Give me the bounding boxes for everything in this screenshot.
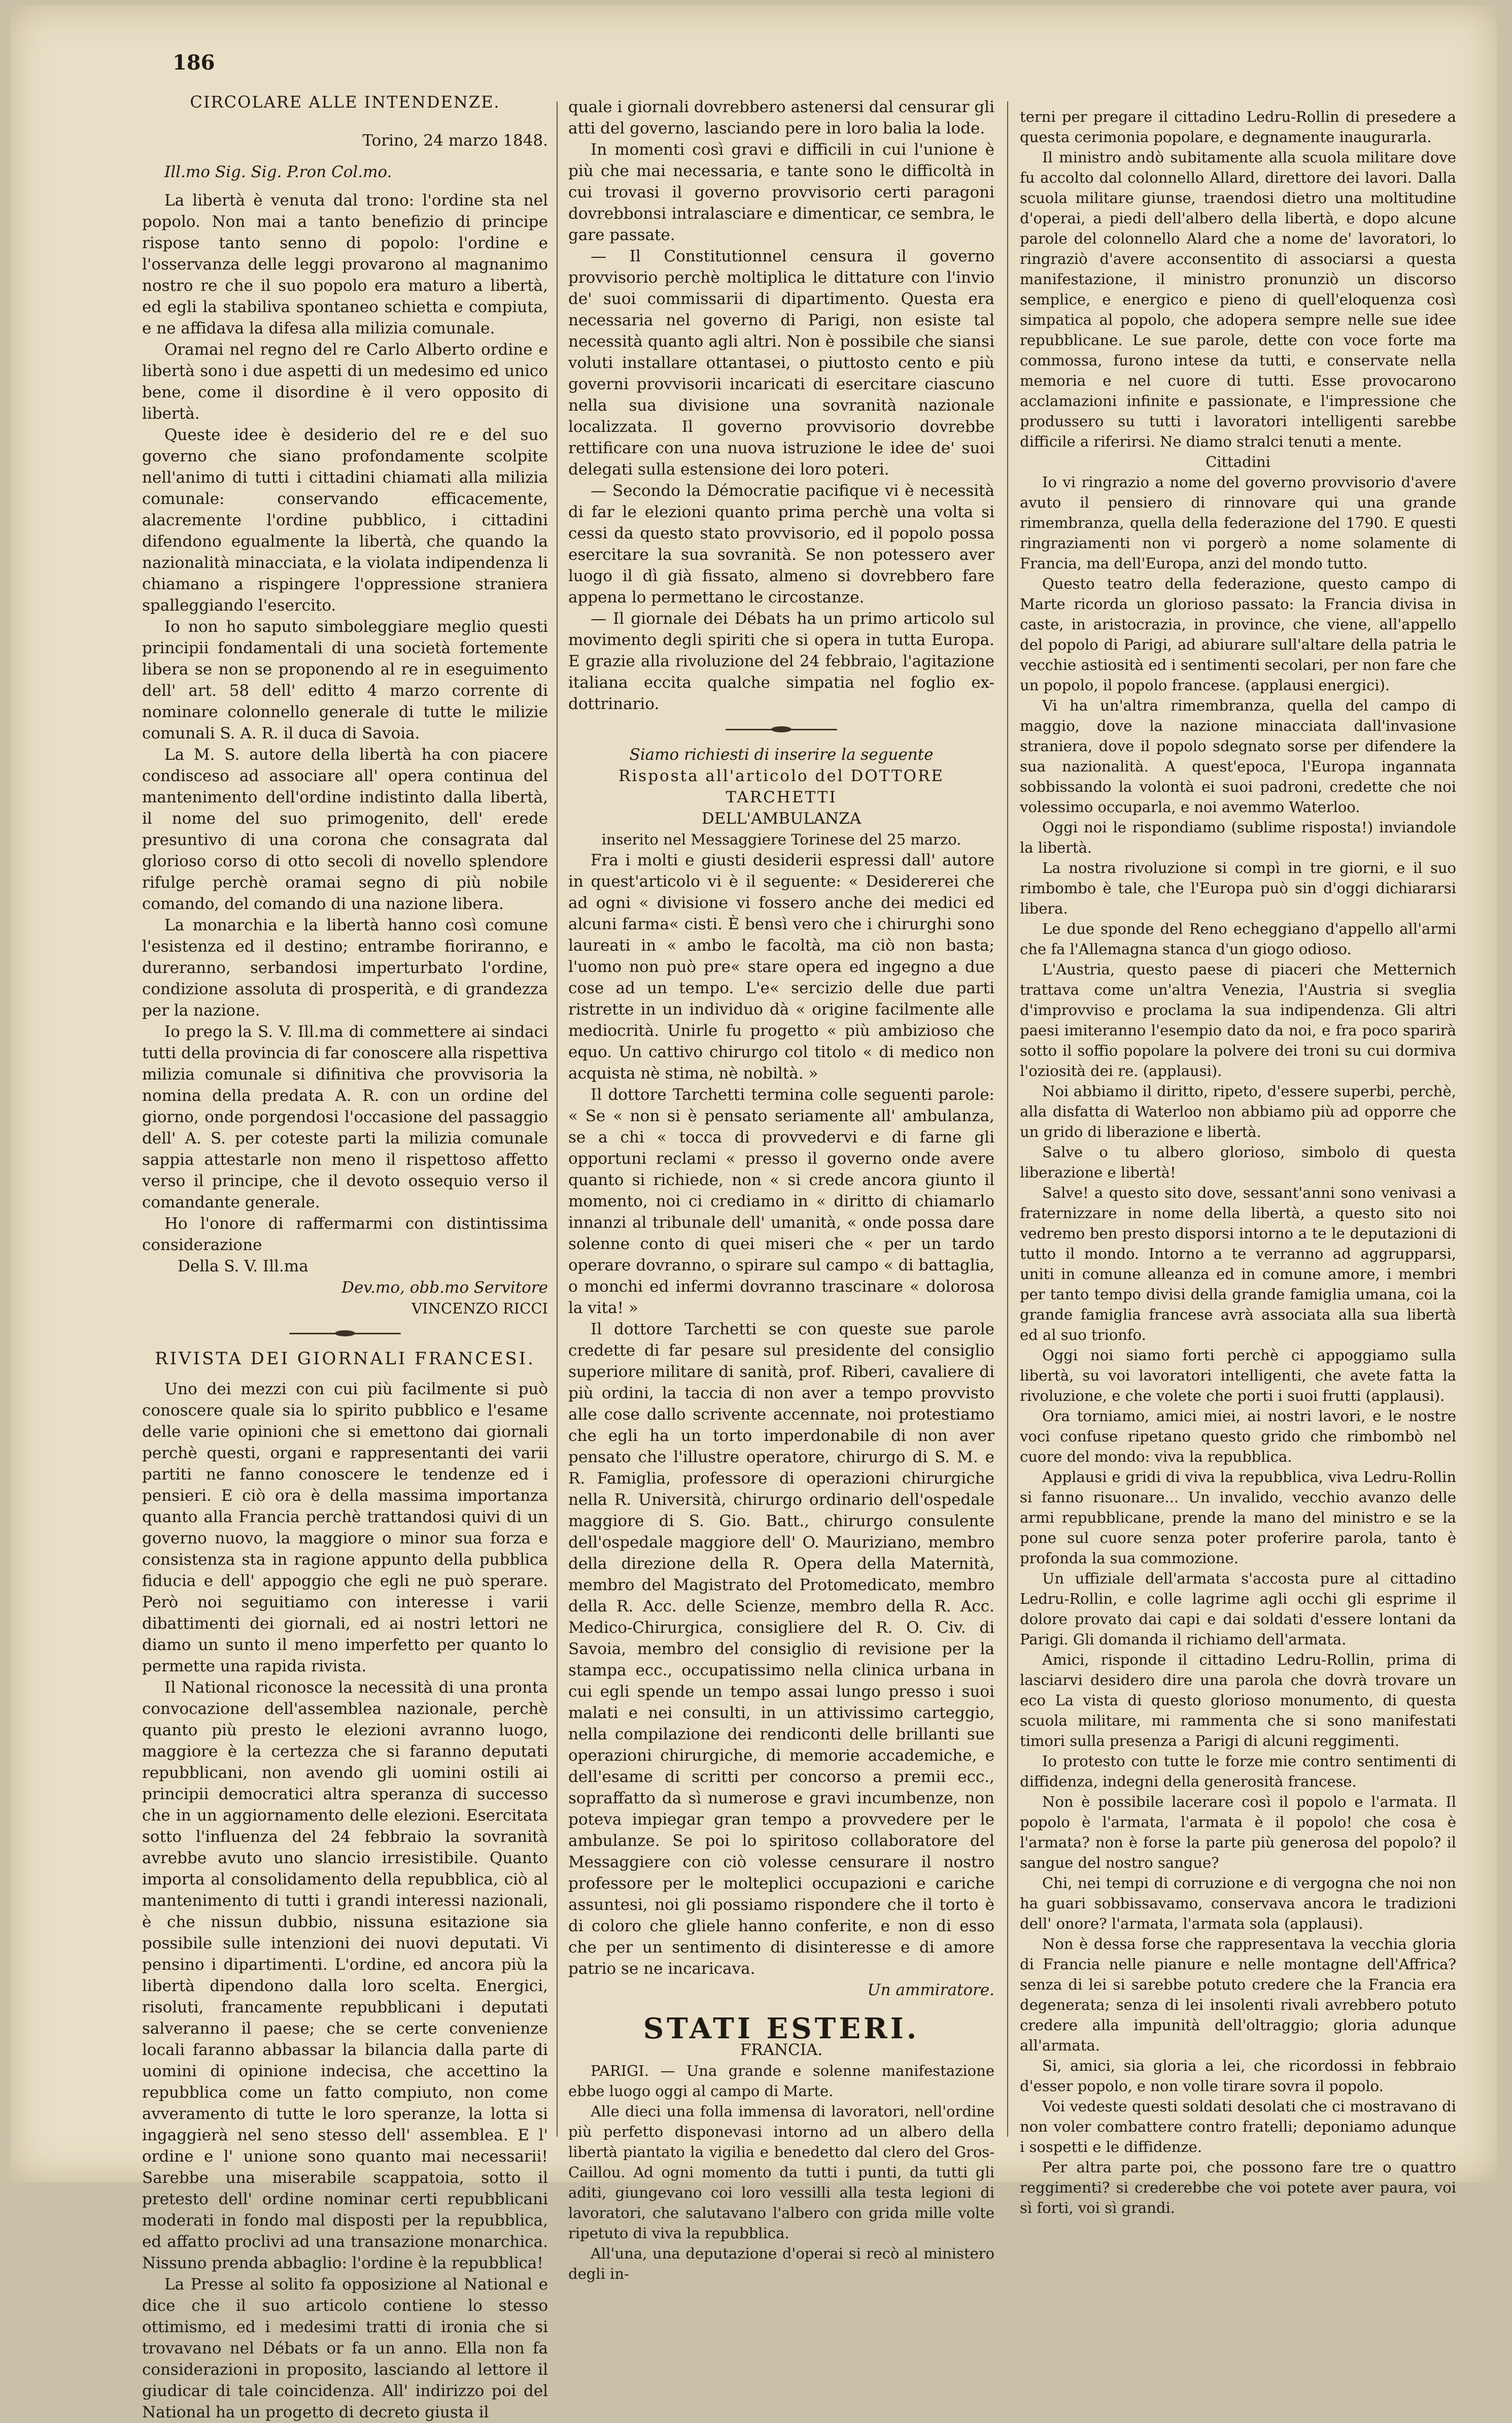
paragraph: Amici, risponde il cittadino Ledru-Rollin, prima di lasciarvi desidero dire una parola che dovrà trovare un eco La vista di questo glorioso monumento, di questa scuola militare, mi rammenta che si sono manifestati timori sulla presenza a Parigi di alcuni reggimenti. — [1020, 1651, 1456, 1749]
paragraph: Fra i molti e giusti desiderii espressi dall' autore in quest'articolo vi è il seguente: « Desidererei che ad ogni « divisione vi fossero anche dei medici ed alcuni farma« cisti. È bensì vero che i chirurghi sono laureati in « ambo le facoltà, ma ciò non basta; l'uomo non può pre« stare opera ed ingegno a due cose ad un tempo. L'e« sercizio delle due parti ristrette in un individuo dà « origine facilmente alle mediocrità. Unirle fu progetto « più ambizioso che equo. Un cattivo chirurgo col titolo « di medico non acquista nè stima, nè nobiltà. » — [568, 851, 994, 1083]
newspaper-page — [10, 5, 1497, 2421]
paragraph: La nostra rivoluzione si compì in tre giorni, e il suo rimbombo è tale, che l'Europa può sin d'oggi dichiararsi libera. — [1020, 859, 1456, 917]
column-3 — [1020, 107, 1456, 2218]
notice-intro: Siamo richiesti di inserire la seguente — [629, 746, 934, 764]
paragraph: Chi, nei tempi di corruzione e di vergogna che noi non ha guari sobbissavamo, conservava ancora le tradizioni dell' onore? l'armata, l'armata sola (applausi). — [1020, 1874, 1456, 1932]
paragraph: Oggi noi siamo forti perchè ci appoggiamo sulla libertà, su voi lavoratori intelligenti, che avete fatta la rivoluzione, e che volete che porti i suoi frutti (applausi). — [1020, 1347, 1456, 1404]
notice-body — [568, 850, 994, 1979]
paragraph: PARIGI. — Una grande e solenne manifestazione ebbe luogo oggi al campo di Marte. — [568, 2062, 994, 2100]
paragraph: Io protesto con tutte le forze mie contro sentimenti di diffidenza, indegni della generosità francese. — [1020, 1753, 1456, 1790]
notice-subtitle: DELL'AMBULANZA — [701, 810, 862, 828]
paragraph: Salve! a questo sito dove, sessant'anni sono venivasi a fraternizzare in nome della libertà, a questo sito noi vedremo ben presto disporsi intorno a te le deputazioni di tutto il mondo. Intorno a te verranno ad aggrupparsi, uniti in comune alleanza ed in comune amore, i membri per tanto tempo divisi della grande famiglia umana, coi la grande famiglia francese avrà associata alla sua libertà ed al suo trionfo. — [1020, 1184, 1456, 1343]
paragraph: — Il giornale dei Débats ha un primo articolo sul movimento degli spiriti che si opera in tutta Europa. E grazie alla rivoluzione del 24 febbraio, l'agitazione italiana eccita qualche simpatia nel foglio ex-dottrinario. — [568, 610, 994, 713]
paragraph: Il dottore Tarchetti termina colle seguenti parole: « Se « non si è pensato seriamente all' ambulanza, se a chi « tocca di provvedervi e di farne gli opportuni reclami « presso il governo onde avere quanto si richiede, non « si crede ancora giunto il momento, noi ci crediamo in « diritto di chiamarlo innanzi al tribunale dell' umanità, « onde possa dare solenne conto di quei miseri che « per un tardo operare dovranno, o spirare sul campo « di battaglia, o monchi ed infermi dovranno trascinare « dolorosa la vita! » — [568, 1086, 994, 1317]
paragraph: Non è dessa forse che rappresentava la vecchia gloria di Francia nelle pianure e nelle montagne dell'Affrica? senza di lei si sarebbe potuto credere che la Francia era degenerata; senza di lei insolenti rivali avrebbero potuto credere alla impunità dell'oltraggio; gloria adunque all'armata. — [1020, 1935, 1456, 2054]
paragraph: Per altra parte poi, che possono fare tre o quattro reggimenti? si crederebbe che voi potete aver paura, voi sì forti, voi sì grandi. — [1020, 2159, 1456, 2216]
paragraph: — Il Constitutionnel censura il governo provvisorio perchè moltiplica le dittature con l'invio de' suoi commissarii di dipartimento. Questa era necessaria nel governo di Parigi, non esiste tal necessità quanto agli altri. Non è possibile che siansi voluti installare ottantasei, o piuttosto cento e più governi provvisorii incaricati di esercitare ciascuno nella sua divisione una sovranità nazionale localizzata. Il governo provvisorio dovrebbe rettificare con una nuova istruzione le idee de' suoi delegati sulla estensione dei loro poteri. — [568, 247, 994, 479]
article-title: CIRCOLARE ALLE INTENDENZE. — [190, 92, 500, 112]
column-1 — [142, 91, 548, 2423]
paragraph: Oramai nel regno del re Carlo Alberto ordine e libertà sono i due aspetti di un medesimo ed unico bene, come il disordine è il vero opposito di libertà. — [142, 341, 548, 423]
paragraph: Si, amici, sia gloria a lei, che ricordossi in febbraio d'esser popolo, e non volle tirare sovra il popolo. — [1020, 2057, 1456, 2095]
paragraph: Il ministro andò subitamente alla scuola militare dove fu accolto dal colonnello Allard, direttore dei lavori. Dalla scuola militare giunse, traendosi dietro una moltitudine d'operai, a piedi dell'albero della libertà, e dopo alcune parole del colonnello Alard che a nome de' lavoratori, lo ringraziò d'avere acconsentito di associarsi a questa manifestazione, il ministro pronunziò un discorso semplice, e energico e pieno di quell'eloquenza così simpatica al popolo, che adopera sempre nelle sue idee repubblicane. Le sue parole, dette con voce forte ma commossa, furono intese da tutti, e conservate nella memoria e nel cuore di tutti. Esse provocarono acclamazioni infinite e passionate, e l'impressione che produssero su tutti i lavoratori intelligenti sarebbe difficile a riferirsi. Ne diamo stralci tenuti a mente. — [1020, 149, 1456, 450]
paragraph: La monarchia e la libertà hanno così comune l'esistenza ed il destino; entrambe fioriranno, e dureranno, serbandosi imperturbato l'ordine, condizione assoluta di prosperità, e di grandezza per la nazione. — [142, 916, 548, 1020]
paragraph: Le due sponde del Reno echeggiano d'appello all'armi che fa l'Allemagna stanca d'un giogo odioso. — [1020, 920, 1456, 958]
paragraph: Uno dei mezzi con cui più facilmente si può conoscere quale sia lo spirito pubblico e l'esame delle varie opinioni che si emettono dai giornali perchè questi, organi e rappresentanti dei varii partiti ne fanno conoscere le tendenze ed i pensieri. E ciò ora è della massima importanza quanto alla Francia perchè trattandosi quivi di un governo nuovo, la maggiore o minor sua forza e consistenza sta in ragione appunto della pubblica fiducia e dell' appoggio che egli ne può sperare. Però noi seguitiamo con interesse i varii dibattimenti dei giornali, ed ai nostri lettori ne diamo un sunto il meno imperfetto per quanto lo permette una rapida rivista. — [142, 1380, 548, 1675]
paragraph: Il dottore Tarchetti se con queste sue parole credette di far pesare sul presidente del consiglio superiore militare di sanità, prof. Riberi, cavaliere di più ordini, la taccia di non aver a tempo provvisto alle cose dallo scrivente accennate, noi protestiamo che egli ha un torto imperdonabile di non aver pensato che l'illustre operatore, chirurgo di S. M. e R. Famiglia, professore di operazioni chirurgiche nella R. Università, chirurgo ordinario dell'ospedale maggiore di S. Gio. Batt., chirurgo consulente dell'ospedale maggiore dell' O. Mauriziano, membro della direzione della R. Opera della Maternità, membro del Magistrato del Protomedicato, membro della R. Acc. delle Scienze, membro della R. Acc. Medico-Chirurgica, consigliere del R. O. Civ. di Savoia, membro del consiglio di revisione per la stampa ecc., occupatissimo nella clinica urbana in cui egli spende un tempo assai lungo presso i suoi malati e nei consulti, in un attivissimo carteggio, nella compilazione dei rendiconti delle brillanti sue operazioni chirurgiche, di memorie accademiche, e dell'esame di scritti per concorso a premii ecc., sopraffatto da sì numerose e gravi incumbenze, non poteva impiegar gran tempo a provvedere per le ambulanze. Se poi lo spiritoso collaboratore del Messaggiere con ciò volesse censurare il nostro professore per le molteplici occupazioni e cariche assuntesi, noi gli possiamo rispondere che il torto è di coloro che gliele hanno conferite, e non di esso che per un sentimento di disinteresse e di amore patrio se ne incaricava. — [568, 1320, 994, 1978]
page-number: 186 — [173, 51, 215, 75]
paragraph: Alle dieci una folla immensa di lavoratori, nell'ordine più perfetto disponevasi intorno ad un albero della libertà piantato la vigilia e benedetto dal clero del Gros-Caillou. Ad ogni momento da tutti i punti, da tutti gli aditi, giungevano coi loro vessilli alla testa legioni di lavoratori, che salutavano l'albero con grida mille volte ripetuto di viva la repubblica. — [568, 2103, 994, 2242]
paragraph: L'Austria, questo paese di piaceri che Metternich trattava come un'altra Venezia, l'Austria si sveglia d'improvviso e proclama la sua indipendenza. Gli altri paesi imiteranno l'esempio dato da noi, e fra poco sparirà sotto il soffio popolare la polvere dei troni su cui dormiva l'oziosità dei re. (applausi). — [1020, 961, 1456, 1080]
review-body — [142, 1378, 548, 2423]
paragraph: Questo teatro della federazione, questo campo di Marte ricorda un glorioso passato: la Francia divisa in caste, in aristocrazia, in province, che viene, all'appello del popolo di Parigi, ad abiurare sull'altare della patria le vecchie astiosità ed i sentimenti secolari, per non fare che un popolo, il popolo francese. (applausi energici). — [1020, 575, 1456, 694]
notice-signature: Un ammiratore. — [867, 1981, 994, 1999]
paragraph: All'una, una deputazione d'operai si recò al ministero degli in- — [568, 2245, 994, 2282]
circular-body — [142, 190, 548, 1256]
paragraph: Il National riconosce la necessità di una pronta convocazione dell'assemblea nazionale, perchè quanto più presto le elezioni avranno luogo, maggiore è la certezza che si faranno deputati repubblicani, non avendo gli uomini ostili ai principii democratici altra speranza di successo che in un aggiornamento delle elezioni. Esercitata sotto l'influenza del 24 febbraio la sovranità avrebbe avuto uno slancio irresistibile. Quanto importa al consolidamento della repubblica, ciò al mantenimento di tutti i grandi interessi nazionali, è che nissun dubbio, nissuna esitazione sia possibile sulle intenzioni dei nuovi deputati. Vi pensino i dipartimenti. L'ordine, ed ancora più la libertà dipendono dalla loro scelta. Energici, risoluti, francamente repubblicani i deputati salveranno il paese; che se certe convenienze locali faranno abbassar la bilancia dalla parte di uomini di opinione indecisa, che accettino la repubblica come un fatto compiuto, non come avveramento di tutte le loro speranze, la lotta si ingaggierà nel seno stesso dell' assemblea. E l' ordine e l' unione sono quanto mai necessarii! Sarebbe una miserabile scappatoia, sotto il pretesto dell' ordine nominar certi repubblicani moderati in fondo mal disposti per la repubblica, ed affatto proclivi ad una transazione monarchica. Nissuno prenda abbaglio: l'ordine è la repubblica! — [142, 1678, 548, 2272]
paragraph: Applausi e gridi di viva la repubblica, viva Ledru-Rollin si fanno risuonare... Un invalido, vecchio avanzo delle armi repubblicane, prende la mano del ministro e se la pone sul cuore senza poter proferire parola, tanto è profonda la sua commozione. — [1020, 1468, 1456, 1567]
foreign-news-body — [568, 2061, 994, 2284]
paragraph: La M. S. autore della libertà ha con piacere condisceso ad associare all' opera continua del mantenimento dell'ordine indistinto dalla libertà, il nome del suo primogenito, dell' erede presuntivo di una corona che consagrata dal glorioso corso di otto secoli di novello splendore rifulge perchè oramai segno di più nobile comando, del comando di una nazione libera. — [142, 746, 548, 913]
paragraph: Io non ho saputo simboleggiare meglio questi principii fondamentali di una società fortemente libera se non se proponendo al re in eseguimento dell' art. 58 dell' editto 4 marzo corrente di nominare colonnello generale di tutte le milizie comunali S. A. R. il duca di Savoia. — [142, 618, 548, 743]
section-title: RIVISTA DEI GIORNALI FRANCESI. — [155, 1349, 535, 1369]
paragraph: Oggi noi le rispondiamo (sublime risposta!) inviandole la libertà. — [1020, 819, 1456, 856]
ornament-divider — [726, 725, 837, 734]
paragraph: terni per pregare il cittadino Ledru-Rollin di presedere a questa cerimonia popolare, e degnamente inaugurarla. — [1020, 108, 1456, 146]
paragraph: — Secondo la Démocratie pacifique vi è necessità di far le elezioni quanto prima perchè una volta si cessi da questo stato provvisorio, ed il popolo possa esercitare la sua sovranità. Se non potessero aver luogo il dì già fissato, almeno si dovrebbero fare appena lo permettano le circostanze. — [568, 482, 994, 607]
paragraph: La Presse al solito fa opposizione al National e dice che il suo articolo contiene lo stesso ottimismo, ed i medesimi tratti di ironia che si trovavano nel Débats or fa un anno. Ella non fa considerazioni in proposito, lasciando al lettore il giudicar di tale coincidenza. All' indirizzo poi del National ha un progetto di decreto giusta il — [142, 2275, 548, 2421]
paragraph: Io vi ringrazio a nome del governo provvisorio d'avere avuto il pensiero di rinnovare qui una grande rimembranza, quella della federazione del 1790. E questi ringraziamenti non vi porgerò a nome solamente di Francia, ma dell'Europa, anzi del mondo tutto. — [1020, 474, 1456, 572]
speech-heading: Cittadini — [1206, 453, 1270, 470]
speech-body — [1020, 472, 1456, 2218]
paragraph: In momenti così gravi e difficili in cui l'unione è più che mai necessaria, e tante sono le difficoltà in cui trovasi il governo provvisorio certi paragoni dovrebbonsi intralasciare e dimenticar, ce sembra, le gare passate. — [568, 141, 994, 244]
column-rule — [557, 102, 558, 2137]
paragraph: Noi abbiamo il diritto, ripeto, d'essere superbi, perchè, alla disfatta di Waterloo non abbiamo più ad opporre che un grido di liberazione e libertà. — [1020, 1083, 1456, 1140]
paragraph: Salve o tu albero glorioso, simbolo di questa liberazione e libertà! — [1020, 1143, 1456, 1181]
paragraph: Voi vedeste questi soldati desolati che ci mostravano di non voler combattere contro fratelli; deponiamo adunque i sospetti e le diffidenze. — [1020, 2098, 1456, 2156]
paragraph: La libertà è venuta dal trono: l'ordine sta nel popolo. Non mai a tanto benefizio di principe rispose tanto senno di popolo: l'ordine e l'osservanza delle leggi provarono al magnanimo nostro re che il suo popolo era maturo a libertà, ed egli la stabiliva spontaneo schietta e compiuta, e ne affidava la difesa alla milizia comunale. — [142, 191, 548, 338]
paragraph: Vi ha un'altra rimembranza, quella del campo di maggio, dove la nazione minacciata dall'invasione straniera, dove il popolo sdegnato sorse per difendere la sua nazionalità. A quest'epoca, l'Europa ingannata sobbissando la volontà ei suoi padroni, credette che noi volessimo occuparla, e noi avemmo Waterloo. — [1020, 697, 1456, 816]
signature: VINCENZO RICCI — [411, 1300, 548, 1317]
addressee: Della S. V. Ill.ma — [178, 1257, 308, 1275]
column-2 — [568, 96, 994, 2284]
section-title: STATI ESTERI. — [643, 2012, 920, 2045]
paragraph: Queste idee è desiderio del re e del suo governo che siano profondamente scolpite nell'animo di tutti i cittadini chiamati alla milizia comunale: conservando efficacemente, alacremente l'ordine pubblico, i cittadini difendono egualmente la libertà, che quando la nazionalità minacciata, e la violata indipendenza li chiamano a rispingere l'oppressione straniera spalleggiando l'esercito. — [142, 426, 548, 615]
paragraph: quale i giornali dovrebbero astenersi dal censurar gli atti del governo, lasciando pere in loro balia la lode. — [568, 98, 994, 138]
ornament-divider — [289, 1329, 401, 1338]
notice-title: Risposta all'articolo del DOTTORE TARCHETTI — [618, 767, 944, 806]
column-rule — [1007, 102, 1008, 2137]
dateline: Torino, 24 marzo 1848. — [362, 131, 548, 150]
paragraph: Non è possibile lacerare così il popolo e l'armata. Il popolo è l'armata, l'armata è il popolo! che cosa è l'armata? non è forse la parte più generosa del popolo? il sangue del nostro sangue? — [1020, 1793, 1456, 1871]
paragraph: Ora torniamo, amici miei, ai nostri lavori, e le nostre voci confuse ripetano questo grido che rimbombò nel cuore del mondo: viva la repubblica. — [1020, 1407, 1456, 1465]
notice-source: inserito nel Messaggiere Torinese del 25 marzo. — [601, 831, 961, 848]
paragraph: Io prego la S. V. Ill.ma di commettere ai sindaci tutti della provincia di far conoscere alla rispettiva milizia comunale si difinitiva che provvisoria la nomina della predata A. R. con un ordine del giorno, onde porgendosi l'occasione del passaggio dell' A. S. per coteste parti la milizia comunale sappia attestarle non meno il rispettoso affetto verso il principe, che il devoto ossequio verso il comandante generale. — [142, 1023, 548, 1212]
salutation: Ill.mo Sig. Sig. P.ron Col.mo. — [164, 163, 392, 181]
paragraph: Un uffiziale dell'armata s'accosta pure al cittadino Ledru-Rollin, e colle lagrime agli occhi gli esprime il dolore provato dai capi e dai soldati d'essere lontani da Parigi. Gli domanda il richiamo dell'armata. — [1020, 1570, 1456, 1648]
paragraph: Ho l'onore di raffermarmi con distintissima considerazione — [142, 1215, 548, 1254]
country-heading: FRANCIA. — [740, 2041, 823, 2059]
closing: Dev.mo, obb.mo Servitore — [341, 1278, 548, 1297]
